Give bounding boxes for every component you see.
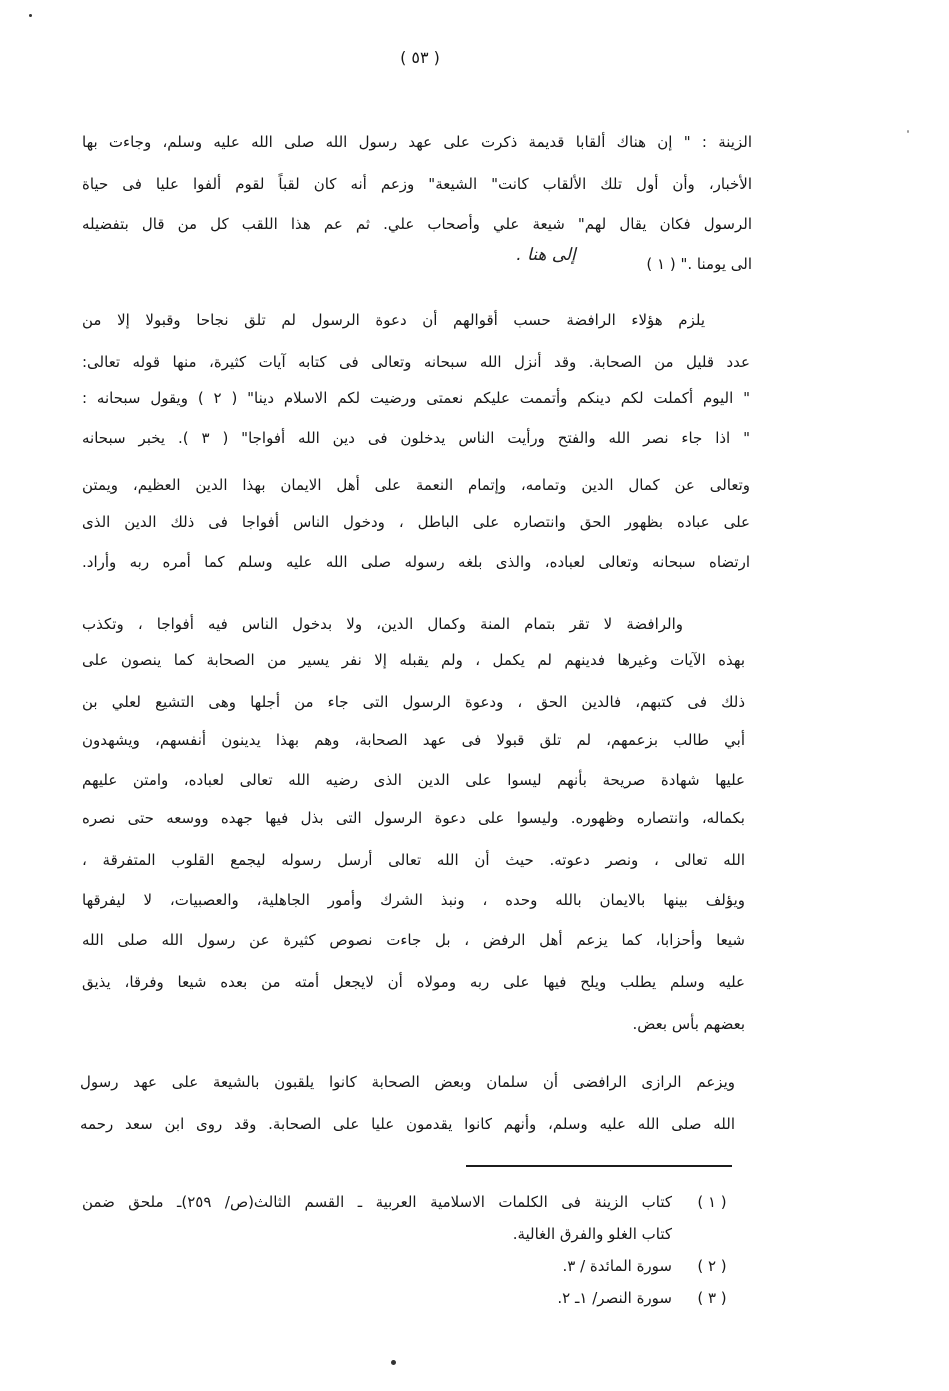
text-line: الله تعالى ، ونصر دعوته. حيث أن الله تعالى أرسل رسوله ليجمع القلوب المتفرقة ، xyxy=(82,851,745,869)
text-line: الزينة : " إن هناك ألقابا قديمة ذكرت على عهد رسول الله صلى الله عليه وسلم، وجاءت بها xyxy=(82,133,752,151)
text-line: عدد قليل من الصحابة. وقد أنزل الله سبحانه وتعالى فى كتابه آيات كثيرة، منها قوله تعالى: xyxy=(82,353,750,371)
text-line: شيعا وأحزابا، كما يزعم أهل الرفض ، بل جاءت نصوص كثيرة عن رسول الله صلى الله xyxy=(82,931,745,949)
text-line: بهذه الآيات وغيرها فدينهم لم يكمل ، ولم يقبله إلا نفر يسير من الصحابة كما ينصون على xyxy=(82,651,745,669)
scan-speck xyxy=(907,130,909,133)
text-line: أبي طالب بزعمهم، لم تلق قبولا فى عهد الصحابة، وهم بهذا يدينون أنفسهم، ويشهدون xyxy=(82,731,745,749)
text-line: على عباده بظهور الحق وانتصاره على الباطل ، ودخول الناس أفواجا فى ذلك الدين الذى xyxy=(82,513,750,531)
text-line: عليها شهادة صريحة بأنهم ليسوا على الدين الذى رضيه الله تعالى لعباده، وامتن عليهم xyxy=(82,771,745,789)
text-line: ويؤلف بينها بالايمان بالله وحده ، ونبذ الشرك وأمور الجاهلية، والعصبيات، لا ليفرقها xyxy=(82,891,745,909)
text-line: ارتضاه سبحانه وتعالى لعباده، والذى بلغه رسوله صلى الله عليه وسلم كما أمره ربه وأراد. xyxy=(82,553,750,571)
text-line: الرسول فكان يقال لهم" شيعة علي وأصحاب علي. ثم عم هذا اللقب كل من قال بتفضيله xyxy=(82,215,752,233)
text-line: ذلك فى كتبهم، فالدين الحق ، ودعوة الرسول التى جاء من أجلها وهى التشيع لعلي بن xyxy=(82,693,745,711)
text-line: الله صلى الله عليه وسلم، وأنهم كانوا يقدمون عليا على الصحابة. وقد روى ابن سعد رحمه xyxy=(80,1115,735,1133)
text-line: بعضهم بأس بعض. xyxy=(632,1015,745,1033)
handwritten-note: إلى هنا . xyxy=(516,245,576,265)
text-line: والرافضة لا تقر بتمام المنة وكمال الدين، ولا بدخول الناس فيه أفواجا ، وتكذب xyxy=(82,615,683,633)
text-line: ويزعم الرازى الرافضى أن سلمان وبعض الصحابة كانوا يلقبون بالشيعة على عهد رسول xyxy=(80,1073,735,1091)
text-line: " اذا جاء نصر الله والفتح ورأيت الناس يدخلون فى دين الله أفواجا" ( ٣ ). يخبر سبحانه xyxy=(82,429,750,447)
page-number: ( ٥٣ ) xyxy=(400,48,440,67)
footnote-text: سورة المائدة / ٣. xyxy=(562,1257,672,1275)
footnote-separator xyxy=(466,1165,732,1167)
footnote-text: كتاب الزينة فى الكلمات الاسلامية العربية ـ القسم الثالث(ص/ ٢٥٩)ـ ملحق ضمن xyxy=(82,1193,672,1211)
text-line: الأخبار، وأن أول تلك الألقاب كانت" الشيعة" وزعم أنه كان لقباً لقوم ألفوا عليا فى حياة xyxy=(82,175,752,193)
footnote-text: كتاب الغلو والفرق الغالية. xyxy=(512,1225,672,1243)
scan-speck xyxy=(391,1360,396,1365)
text-line: بكماله، وانتصاره وظهوره. وليسوا على دعوة الرسول التى بذل فيها جهده ووسعه حتى نصره xyxy=(82,809,745,827)
text-line: وتعالى عن كمال الدين وتمامه، وإتمام النعمة على أهل الايمان بهذا الدين العظيم، ويمتن xyxy=(82,476,750,494)
footnote-text: سورة النصر/ ١ـ ٢. xyxy=(557,1289,672,1307)
footnote-marker: ( ٣ ) xyxy=(697,1289,727,1307)
scan-speck xyxy=(29,14,32,17)
text-line: يلزم هؤلاء الرافضة حسب أقوالهم أن دعوة الرسول لم تلق نجاحا وقبولا إلا من xyxy=(82,311,705,329)
footnote-marker: ( ٢ ) xyxy=(697,1257,727,1275)
text-line: " اليوم أكملت لكم دينكم وأتممت عليكم نعمتى ورضيت لكم الاسلام دينا" ( ٢ ) ويقول سبحانه : xyxy=(82,389,751,407)
text-line: عليه وسلم يطلب ويلح فيها على ربه ومولاه أن لايجعل أمته من بعده شيعا وفرقا، يذيق xyxy=(82,973,745,991)
text-line: الى يومنا ." ( ١ ) xyxy=(646,255,752,273)
footnote-marker: ( ١ ) xyxy=(697,1193,727,1211)
